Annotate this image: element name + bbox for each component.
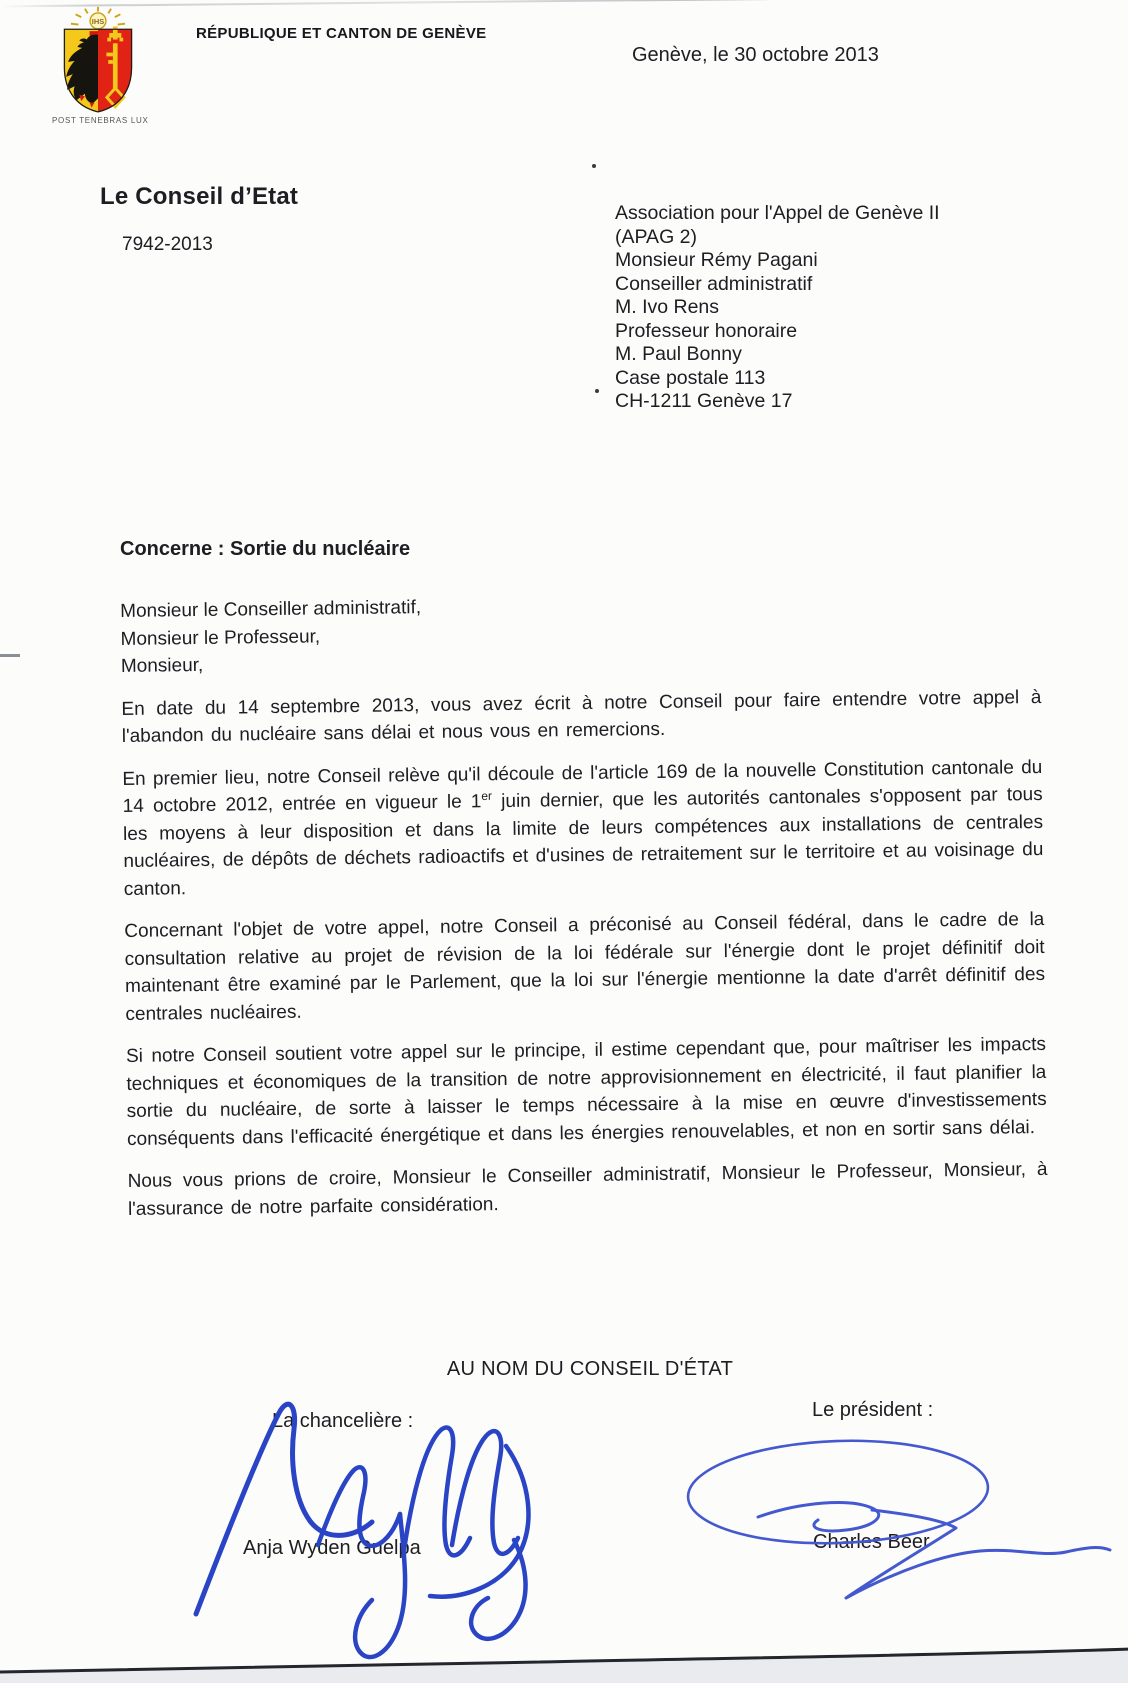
geneva-coat-of-arms-icon — [56, 4, 140, 118]
recipient-line: CH-1211 Genève 17 — [615, 390, 793, 412]
recipient-line: M. Paul Bonny — [615, 343, 742, 365]
chancellor-signature-ink — [196, 1404, 528, 1657]
recipient-line: Association pour l'Appel de Genève II — [615, 202, 940, 224]
salutation-line: Monsieur, — [120, 654, 204, 677]
recipient-line: Monsieur Rémy Pagani — [615, 249, 818, 271]
chancellor-role-label: La chancelière : — [272, 1410, 414, 1432]
president-name: Charles Beer — [813, 1531, 930, 1553]
chancellor-name: Anja Wyden Guelpa — [243, 1537, 421, 1559]
key-ward-upper — [106, 53, 113, 57]
key-head-post — [113, 26, 118, 39]
scan-speck — [592, 164, 596, 168]
salutation-line: Monsieur le Conseiller administratif, — [120, 597, 422, 622]
reference-number: 7942-2013 — [122, 234, 213, 255]
fold-crease — [0, 0, 1128, 7]
paragraph-2 — [122, 753, 1044, 903]
recipient-line: (APAG 2) — [615, 225, 697, 248]
key-ward-lower — [108, 60, 113, 64]
key-head-notch-left — [107, 38, 111, 42]
margin-dash-artifact — [0, 654, 20, 657]
canton-header: RÉPUBLIQUE ET CANTON DE GENÈVE — [196, 25, 487, 42]
salutation — [120, 586, 1041, 681]
letter-body — [120, 586, 1048, 1238]
recipient-line: Conseiller administratif — [615, 272, 813, 295]
on-behalf-line: AU NOM DU CONSEIL D'ÉTAT — [446, 1358, 734, 1380]
key-head-notch-right — [119, 38, 123, 42]
key-stem — [113, 43, 118, 88]
president-signature-ink — [686, 1436, 1110, 1598]
paragraph-4: Si notre Conseil soutient votre appel sur le principe, il estime cependant que, pour maîtriser les impacts techniques et économiques de la transition de notre approvisionnement en électricité, il faut planifier la sortie du nucléaire, de sorte à laisser le temps nécessaire à la mise en œuvre d'investissements conséquents dans l'efficacité énergétique et dans les énergies renouvelables, et non en sortir sans délai. — [125, 1033, 1047, 1150]
recipient-line: Professeur honoraire — [615, 319, 798, 342]
president-role-label: Le président : — [812, 1399, 934, 1421]
paragraph-5: Nous vous prions de croire, Monsieur le Conseiller administratif, Monsieur le Professeur, Monsieur, à l'assurance de notre parfaite considération. — [127, 1158, 1048, 1220]
paragraph-3: Concernant l'objet de votre appel, notre Conseil a préconisé au Conseil fédéral, dans le cadre de la consultation relative au projet de révision de la loi fédérale sur l'énergie dont le projet définitif doit maintenant être examiné par le Parlement, que la loi sur l'énergie mentionne la date d'arrêt définitif des centrales nucléaires. — [124, 908, 1046, 1025]
recipient-line: M. Ivo Rens — [615, 296, 720, 318]
letter-date: Genève, le 30 octobre 2013 — [632, 44, 879, 66]
recipient-address — [615, 202, 940, 414]
salutation-line: Monsieur le Professeur, — [120, 625, 321, 650]
subject-line: Concerne : Sortie du nucléaire — [120, 538, 411, 560]
scan-speck — [595, 389, 599, 393]
paragraph-2-text: juin dernier, que les autorités cantonales s'opposent par tous les moyens à leur disposition et dans la limite de leurs compétences aux installations de centrales nucléaires, de dépôts de déchets radioactifs et d'usines de retraitement sur le territoire et au voisinage du canton. — [122, 783, 1044, 900]
sender-title: Le Conseil d’Etat — [100, 183, 299, 210]
recipient-line: Case postale 113 — [615, 366, 766, 389]
scan-bottom-edge — [0, 1649, 1128, 1672]
paragraph-2-text: En premier lieu, notre Conseil relève qu'il découle de l'article 169 de la nouvelle Constitution cantonale du 14 octobre 2012, entrée en vigueur le 1 — [122, 756, 1043, 817]
sun-monogram: IHS — [91, 17, 105, 27]
ordinal-superscript: er — [481, 788, 493, 803]
scan-bottom-margin — [0, 1649, 1128, 1683]
coat-of-arms-motto: POST TENEBRAS LUX — [52, 116, 149, 125]
paragraph-1: En date du 14 septembre 2013, vous avez écrit à notre Conseil pour faire entendre votre appel à l'abandon du nucléaire sans délai et nous vous en remercions. — [121, 686, 1042, 747]
